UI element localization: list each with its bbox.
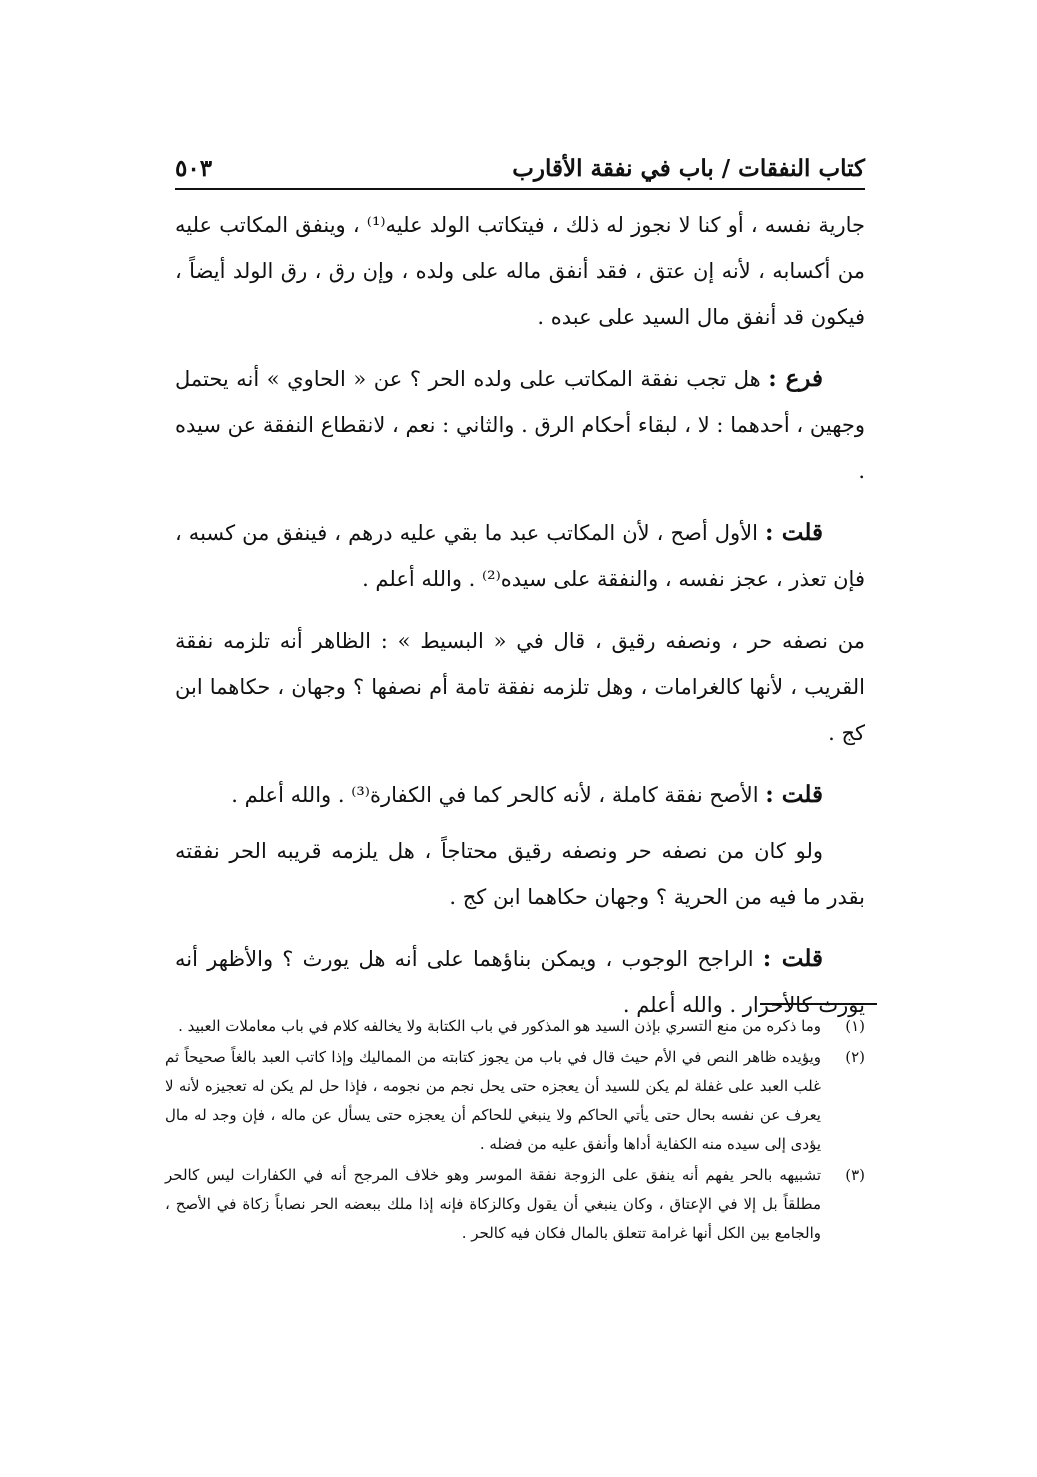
header-title: كتاب النفقات / باب في نفقة الأقارب bbox=[512, 155, 865, 182]
footnote-3 bbox=[165, 1161, 865, 1248]
paragraph-6 bbox=[175, 828, 865, 920]
paragraph-text: الراجح الوجوب ، ويمكن بناؤهما على أنه هل يورث ؟ والأظهر أنه يورث كالأحرار . والله أعلم . bbox=[175, 947, 865, 1017]
footnote-number: (١) bbox=[845, 1017, 865, 1035]
paragraph-text: من نصفه حر ، ونصفه رقيق ، قال في « البسيط » : الظاهر أنه تلزمه نفقة القريب ، لأنها كالغرامات ، وهل تلزمه نفقة تامة أم نصفها ؟ وجهان ، حكاهما ابن كج . bbox=[175, 629, 865, 745]
footnote-number: (٣) bbox=[845, 1166, 865, 1184]
footnote-text: تشبيهه بالحر يفهم أنه ينفق على الزوجة نفقة الموسر وهو خلاف المرجح أنه في الكفارات ليس كالحر مطلقاً بل إلا في الإعتاق ، وكان ينبغي أن يقول وكالزكاة فإنه إذا ملك ببعضه الحر نصاباً زكاة في الأصح ، والجامع بين الكل أنها غرامة تتعلق بالمال فكان فيه كالحر . bbox=[165, 1166, 821, 1242]
paragraph-text: جارية نفسه ، أو كنا لا نجوز له ذلك ، فيتكاتب الولد عليه⁽¹⁾ ، وينفق المكاتب عليه من أكسابه ، لأنه إن عتق ، فقد أنفق ماله على ولده ، وإن رق ، رق الولد أيضاً ، فيكون قد أنفق مال السيد على عبده . bbox=[175, 213, 866, 329]
footnote-number: (٢) bbox=[845, 1048, 865, 1066]
paragraph-lead: قلت : bbox=[762, 945, 823, 972]
paragraph-text: الأصح نفقة كاملة ، لأنه كالحر كما في الكفارة⁽³⁾ . والله أعلم . bbox=[231, 783, 766, 807]
paragraph-text: الأول أصح ، لأن المكاتب عبد ما بقي عليه درهم ، فينفق من كسبه ، فإن تعذر ، عجز نفسه ، والنفقة على سيده⁽²⁾ . والله أعلم . bbox=[175, 521, 865, 591]
paragraph-text: هل تجب نفقة المكاتب على ولده الحر ؟ عن « الحاوي » أنه يحتمل وجهين ، أحدهما : لا ، لبقاء أحكام الرق . والثاني : نعم ، لانقطاع النفقة عن سيده . bbox=[175, 367, 865, 483]
footnote-2 bbox=[165, 1043, 865, 1159]
header-divider bbox=[175, 188, 865, 190]
footnote-text: ويؤيده ظاهر النص في الأم حيث قال في باب من يجوز كتابته من المماليك وإذا كاتب العبد بالغاً صحيحاً ثم غلب العبد على غفلة لم يكن للسيد أن يعجزه حتى يحل نجم من نجومه ، فإذا حل لم يكن له تعجيزه لأنه لا يعرف عن نفسه بحال حتى يأتي الحاكم ولا ينبغي للحاكم أن يعجزه حتى يسأل عن ماله ، فإن وجد له مال يؤدى إلى سيده منه الكفاية أداها وأنفق عليه من فضله . bbox=[165, 1048, 821, 1153]
footnote-1 bbox=[165, 1012, 865, 1041]
paragraph-5 bbox=[175, 772, 865, 818]
footnotes bbox=[165, 1012, 865, 1250]
paragraph-4 bbox=[175, 618, 865, 756]
paragraph-text: ولو كان من نصفه حر ونصفه رقيق محتاجاً ، هل يلزمه قريبه الحر نفقته بقدر ما فيه من الحرية ؟ وجهان حكاهما ابن كج . bbox=[175, 839, 865, 909]
paragraph-2 bbox=[175, 356, 865, 494]
paragraph-lead: قلت : bbox=[764, 519, 823, 546]
footnote-divider bbox=[760, 1003, 877, 1005]
paragraph-lead: فرع : bbox=[768, 365, 823, 392]
footnote-text: وما ذكره من منع التسري بإذن السيد هو المذكور في باب الكتابة ولا يخالفه كلام في باب معاملات العبيد . bbox=[178, 1017, 821, 1035]
paragraph-lead: قلت : bbox=[765, 781, 823, 808]
paragraph-3 bbox=[175, 510, 865, 602]
paragraph-1 bbox=[175, 202, 865, 340]
running-header bbox=[175, 142, 865, 182]
page-number: ٥٠٣ bbox=[175, 155, 213, 182]
main-text bbox=[175, 202, 865, 1044]
